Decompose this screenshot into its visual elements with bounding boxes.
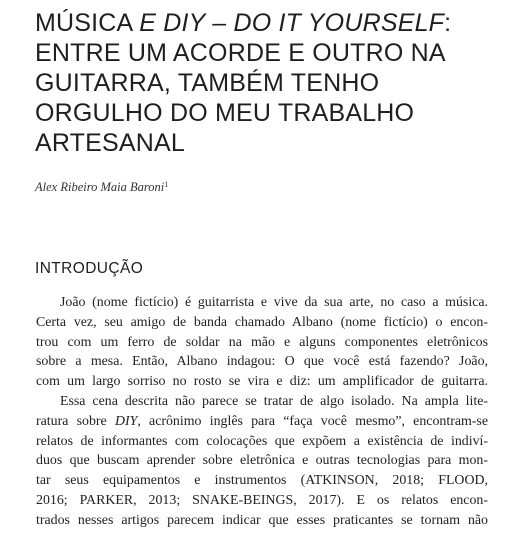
body-line: sobre a mesa. Então, Albano indagou: O que você está fazendo? João, bbox=[36, 354, 488, 370]
body-text-run: , acrônimo inglês para “faça você mesmo”, encontram-se bbox=[137, 413, 488, 429]
body-line: tar seus equipamentos e instrumentos (ATKINSON, 2018; FLOOD, bbox=[36, 473, 488, 489]
body-line bbox=[36, 412, 488, 432]
body-text-italic: DIY bbox=[114, 413, 138, 429]
body-line: trados nesses artigos parecem indicar que esses praticantes se tornam não bbox=[36, 512, 488, 528]
body-line: Certa vez, seu amigo de banda chamado Albano (nome fictício) o encon- bbox=[36, 314, 488, 330]
body-line: relatos de informantes com colocações que expõem a existência de indiví- bbox=[36, 433, 488, 449]
body-line: 2016; PARKER, 2013; SNAKE-BEINGS, 2017). E os relatos encon- bbox=[36, 492, 488, 508]
body-text-run: ratura sobre bbox=[36, 413, 115, 429]
title-part-3: : ENTRE UM ACORDE E OUTRO NA GUITARRA, TAMBÉM TENHO ORGULHO DO MEU TRABALHO ARTESANAL bbox=[35, 9, 452, 157]
section-heading: INTRODUÇÃO bbox=[35, 260, 144, 277]
body-text bbox=[36, 293, 488, 531]
body-line: Essa cena descrita não parece se tratar de algo isolado. Na ampla lite- bbox=[60, 393, 488, 409]
title-part-2-italic: E DIY – DO IT YOURSELF bbox=[139, 9, 445, 37]
article-title bbox=[35, 8, 505, 158]
body-line: duos que buscam aprender sobre eletrônica e outras tecnologias para mon- bbox=[36, 453, 488, 469]
author-footnote-marker[interactable]: 1 bbox=[164, 180, 169, 189]
author-line bbox=[35, 180, 168, 195]
author-name: Alex Ribeiro Maia Baroni bbox=[35, 180, 165, 194]
body-line: com um largo sorriso no rosto se vira e diz: um amplificador de guitarra. bbox=[36, 374, 488, 390]
title-part-1: MÚSICA bbox=[35, 9, 140, 37]
body-line: trou com um ferro de soldar na mão e alguns componentes eletrônicos bbox=[36, 334, 488, 350]
body-line: João (nome fictício) é guitarrista e vive da sua arte, no caso a música. bbox=[60, 295, 488, 310]
